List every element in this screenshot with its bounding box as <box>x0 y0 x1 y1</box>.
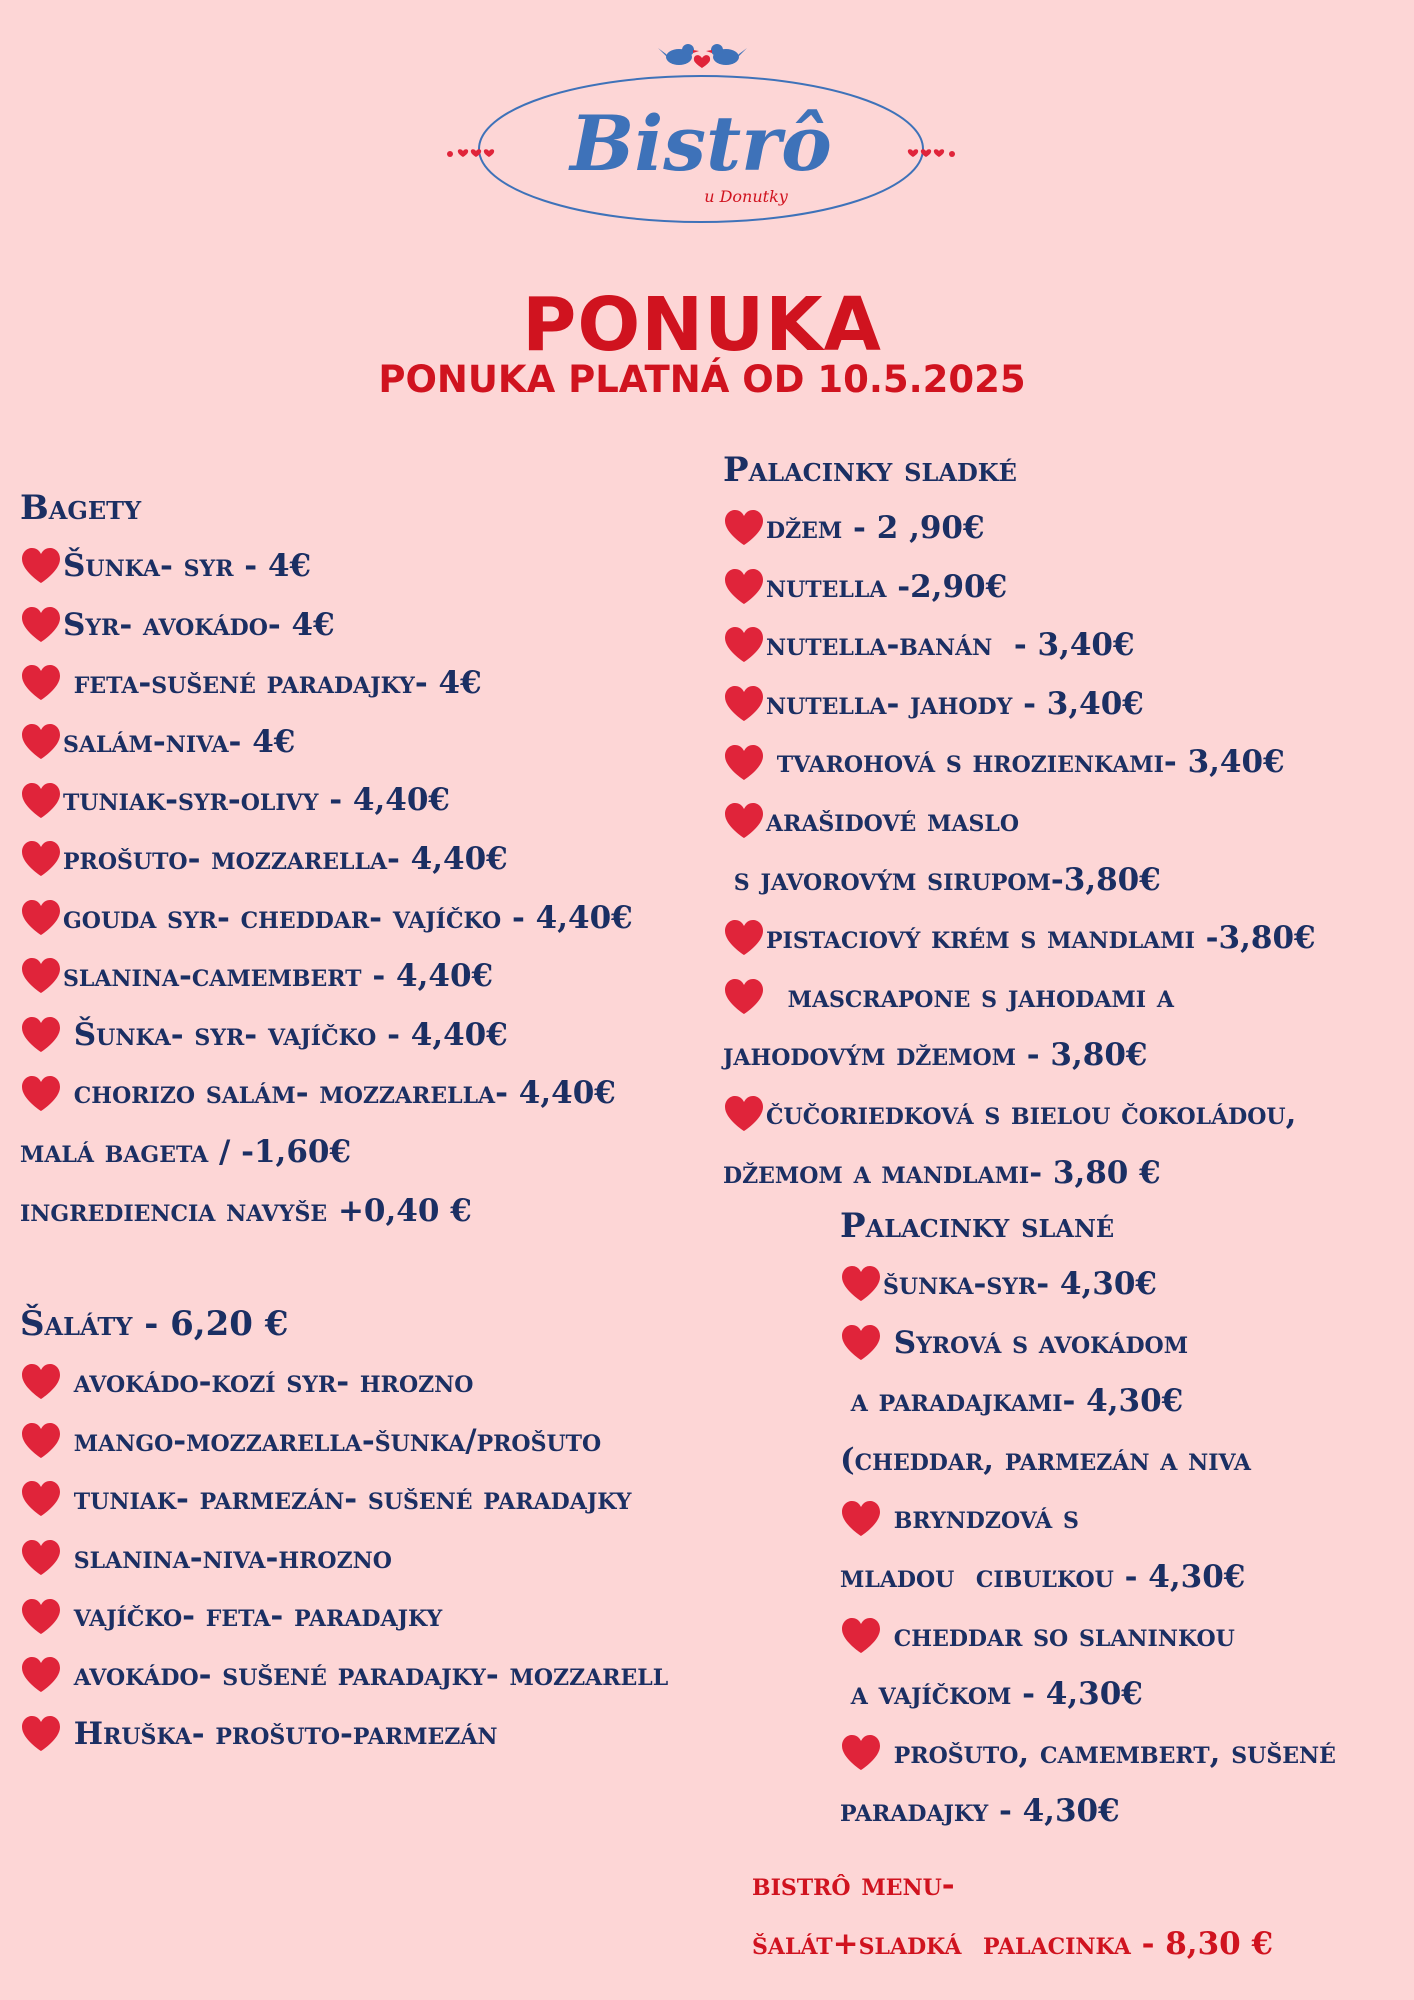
palacinka-slana-item <box>840 1314 1336 1373</box>
heart-icon <box>840 1324 882 1362</box>
salat-item-text: mango-mozzarella-šunka/prošuto <box>63 1422 602 1459</box>
heart-icon <box>840 1617 882 1655</box>
heart-icon <box>20 547 62 585</box>
salat-item-text: avokádo-kozí syr- hrozno <box>63 1364 474 1400</box>
salat-item <box>20 1353 668 1412</box>
palacinka-sladka-item <box>723 1144 1316 1203</box>
palacinka-slana-item <box>840 1489 1336 1548</box>
palacinka-slana-item <box>840 1724 1336 1783</box>
heart-icon <box>723 802 765 840</box>
salat-item-text: avokádo- sušené paradajky- mozzarell <box>63 1656 669 1693</box>
palacinka-sladka-item-text: nutella -2,90€ <box>766 568 1008 605</box>
heart-icon <box>20 1075 62 1113</box>
heart-icon <box>20 1656 62 1694</box>
heart-icon <box>723 1095 765 1133</box>
heart-icon <box>723 568 765 606</box>
bageta-item <box>20 1006 633 1065</box>
heart-icon <box>20 840 62 878</box>
palacinka-slana-item-text: a paradajkami- 4,30€ <box>840 1383 1184 1420</box>
bageta-item-text: prošuto- mozzarella- 4,40€ <box>63 840 508 877</box>
bagety-section <box>20 480 633 1240</box>
palacinka-sladka-item <box>723 499 1316 558</box>
bagety-note-text: ingrediencia navyše +0,40 € <box>20 1192 472 1229</box>
palacinka-sladka-item <box>723 558 1316 617</box>
palacinka-sladka-item <box>723 851 1316 910</box>
bageta-item-text: Šunka- syr- vajíčko - 4,40€ <box>63 1016 508 1053</box>
bageta-item-text: gouda syr- cheddar- vajíčko - 4,40€ <box>63 899 633 936</box>
palacinka-sladka-item <box>723 616 1316 675</box>
bageta-item-text: slanina-camembert - 4,40€ <box>63 958 494 995</box>
palacinka-slana-item <box>840 1665 1336 1724</box>
palacinka-sladka-item <box>723 733 1316 792</box>
palacinka-sladka-item-text: pistaciový krém s mandlami -3,80€ <box>766 920 1316 957</box>
heart-icon <box>20 957 62 995</box>
page-subtitle: PONUKA PLATNÁ OD 10.5.2025 <box>378 358 1026 401</box>
bagety-note <box>20 1123 633 1182</box>
bageta-item-text: tuniak-syr-olivy - 4,40€ <box>63 782 450 819</box>
heart-icon <box>723 626 765 664</box>
palacinky-sladke-section <box>723 442 1316 1202</box>
palacinka-slana-item-text: cheddar so slaninkou <box>883 1617 1235 1654</box>
logo-brand: Bistrô <box>570 99 832 188</box>
salat-item <box>20 1470 668 1529</box>
bageta-item <box>20 771 633 830</box>
palacinka-sladka-item <box>723 1026 1316 1085</box>
palacinka-slana-item-text: (cheddar, parmezán a niva <box>840 1441 1251 1478</box>
salat-item-text: Hruška- prošuto-parmezán <box>63 1715 498 1752</box>
palacinka-sladka-item-text: čučoriedková s bielou čokoládou, <box>766 1095 1297 1132</box>
heart-icon <box>20 899 62 937</box>
heart-icon <box>20 1016 62 1054</box>
promo-line-text: bistrô menu- <box>752 1867 955 1903</box>
bageta-item-text: feta-sušené paradajky- 4€ <box>63 665 482 702</box>
heart-icon <box>20 664 62 702</box>
palacinka-sladka-item-text: arašidové maslo <box>766 802 1020 839</box>
bageta-item-text: Šunka- syr - 4€ <box>63 548 312 584</box>
bageta-item-text: Syr- avokádo- 4€ <box>63 606 335 643</box>
palacinka-slana-item <box>840 1255 1336 1314</box>
palacinka-slana-item-text: a vajíčkom - 4,30€ <box>840 1676 1143 1713</box>
palacinka-sladka-item <box>723 675 1316 734</box>
palacinka-sladka-item-text: nutella-banán - 3,40€ <box>766 627 1135 664</box>
palacinka-sladka-item <box>723 792 1316 851</box>
heart-icon <box>20 1363 62 1401</box>
palacinka-slana-item-text: prošuto, camembert, sušené <box>883 1734 1336 1771</box>
heart-icon <box>723 685 765 723</box>
salat-item-text: slanina-niva-hrozno <box>63 1539 392 1576</box>
logo-heart-small-icon <box>694 55 710 68</box>
palacinka-sladka-item-text: džemom a mandlami- 3,80 € <box>723 1154 1161 1191</box>
palacinka-sladka-item <box>723 1085 1316 1144</box>
heart-icon <box>840 1734 882 1772</box>
palacinka-slana-item-text: paradajky - 4,30€ <box>840 1793 1120 1830</box>
bird-left-icon <box>658 44 699 65</box>
palacinka-sladka-item-text: tvarohová s hrozienkami- 3,40€ <box>766 744 1285 781</box>
bageta-item <box>20 947 633 1006</box>
promo-line-text: šalát+sladká palacinka - 8,30 € <box>752 1926 1274 1962</box>
bageta-item <box>20 713 633 772</box>
promo-line <box>752 1856 1273 1915</box>
heart-icon <box>20 782 62 820</box>
salaty-heading: Šaláty - 6,20 € <box>20 1304 289 1344</box>
palacinka-sladka-item <box>723 968 1316 1027</box>
heart-icon <box>20 1422 62 1460</box>
salat-item-text: tuniak- parmezán- sušené paradajky <box>63 1481 632 1518</box>
page-title: PONUKA <box>522 282 882 368</box>
bageta-item <box>20 654 633 713</box>
bagety-note-text: malá bageta / -1,60€ <box>20 1133 352 1170</box>
salaty-section <box>20 1296 668 1763</box>
bagety-heading: Bagety <box>20 488 142 528</box>
heart-icon <box>723 978 765 1016</box>
salat-item <box>20 1705 668 1764</box>
bageta-item <box>20 830 633 889</box>
palacinka-sladka-item-text: džem - 2 ,90€ <box>766 510 985 546</box>
salat-item-text: vajíčko- feta- paradajky <box>63 1598 443 1635</box>
heart-icon <box>20 1715 62 1753</box>
heart-icon <box>20 606 62 644</box>
heart-icon <box>840 1265 882 1303</box>
logo-tagline: u Donutky <box>704 187 788 206</box>
logo-dots-right <box>908 149 955 157</box>
bageta-item <box>20 889 633 948</box>
palacinka-slana-item-text: bryndzová s <box>883 1500 1079 1537</box>
palacinka-slana-item <box>840 1548 1336 1607</box>
bistro-menu-promo <box>752 1856 1273 1974</box>
palacinka-sladka-item-text: nutella- jahody - 3,40€ <box>766 685 1144 722</box>
bageta-item-text: salám-niva- 4€ <box>63 723 296 760</box>
promo-line <box>752 1915 1273 1974</box>
bagety-note <box>20 1182 633 1241</box>
palacinka-sladka-item-text: jahodovým džemom - 3,80€ <box>723 1037 1148 1074</box>
heart-icon <box>20 1598 62 1636</box>
heart-icon <box>840 1500 882 1538</box>
bageta-item-text: chorizo salám- mozzarella- 4,40€ <box>63 1075 616 1112</box>
palacinky-slane-heading: Palacinky slané <box>840 1206 1115 1246</box>
palacinka-slana-item-text: šunka-syr- 4,30€ <box>883 1266 1157 1302</box>
palacinka-slana-item-text: Syrová s avokádom <box>883 1324 1189 1361</box>
palacinka-slana-item <box>840 1782 1336 1841</box>
salat-item <box>20 1646 668 1705</box>
palacinka-slana-item <box>840 1431 1336 1490</box>
logo-dots-left <box>447 149 494 157</box>
palacinky-sladke-heading: Palacinky sladké <box>723 450 1017 490</box>
heart-icon <box>723 919 765 957</box>
palacinky-slane-section <box>840 1198 1336 1841</box>
bistro-logo <box>436 38 966 248</box>
heart-icon <box>20 1480 62 1518</box>
bageta-item <box>20 537 633 596</box>
heart-icon <box>20 1539 62 1577</box>
bageta-item <box>20 596 633 655</box>
salat-item <box>20 1529 668 1588</box>
salat-item <box>20 1412 668 1471</box>
salat-item <box>20 1587 668 1646</box>
palacinka-sladka-item <box>723 909 1316 968</box>
palacinka-sladka-item-text: s javorovým sirupom-3,80€ <box>723 861 1161 898</box>
heart-icon <box>723 509 765 547</box>
palacinka-sladka-item-text: mascrapone s jahodami a <box>766 978 1174 1015</box>
bird-right-icon <box>706 44 747 65</box>
heart-icon <box>723 744 765 782</box>
palacinka-slana-item-text: mladou cibuľkou - 4,30€ <box>840 1558 1246 1595</box>
palacinka-slana-item <box>840 1607 1336 1666</box>
palacinka-slana-item <box>840 1372 1336 1431</box>
bageta-item <box>20 1064 633 1123</box>
heart-icon <box>20 723 62 761</box>
